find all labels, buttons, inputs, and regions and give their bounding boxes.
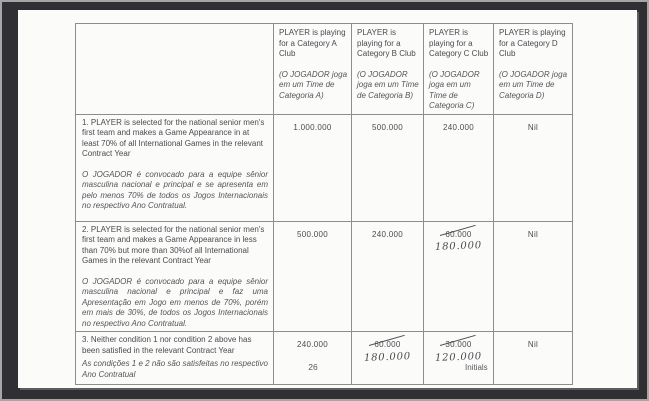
bonus-value-r2-category-d [494, 221, 573, 332]
table-corner-cell [76, 24, 274, 115]
table-row-condition-3 [76, 332, 573, 385]
category-d-label: PLAYER is playing for a Category D Club [499, 28, 566, 58]
category-d-label-pt: (O JOGADOR joga em um Time de Categoria D) [499, 69, 568, 100]
bonus-amount: 500.000 [296, 229, 329, 239]
category-c-label-pt: (O JOGADOR joga em um Time de Categoria C) [429, 69, 480, 110]
bonus-value-r3-category-c [424, 332, 494, 385]
handwritten-correction: 120.000 [434, 350, 483, 364]
table-row-condition-2 [76, 221, 573, 332]
condition-3-text-pt: As condições 1 e 2 não são satisfeitas no respectivo Ano Contratual [82, 359, 268, 379]
condition-2-text-en: 2. PLAYER is selected for the national senior men's first team and makes a Game Appearance in less than 70% but more than 30%of all International Games in the relevant Contract Year [82, 224, 265, 265]
category-b-label-pt: (O JOGADOR joga em um Time de Categoria B) [357, 69, 419, 100]
condition-3-description [76, 332, 274, 385]
column-header-category-d [494, 24, 573, 115]
bonus-amount: Nil [527, 122, 539, 132]
bonus-amount: Nil [527, 229, 539, 239]
bonus-value-r1-category-d [494, 114, 573, 221]
struck-out-amount: 60.000 [374, 340, 401, 349]
bonus-value-r2-category-c [424, 221, 494, 332]
column-header-category-b [352, 24, 424, 115]
column-header-category-c [424, 24, 494, 115]
struck-out-amount: 30.000 [445, 340, 472, 349]
condition-2-text-pt: O JOGADOR é convocado para a equipe sênior masculina nacional e principal e faz uma Apresentação em Jogo em menos de 70%, porém em mais de 30%, de todos os Jogos Internacionais no respectivo Ano Contratual. [82, 276, 268, 328]
bonus-amount: 1.000.000 [293, 122, 332, 132]
bonus-amount: 240.000 [296, 340, 329, 349]
struck-out-amount: 60.000 [445, 229, 472, 239]
category-c-label: PLAYER is playing for a Category C Club [429, 28, 489, 58]
category-a-label-pt: (O JOGADOR joga em um Time de Categoria A) [279, 69, 348, 100]
bonus-value-r1-category-a [274, 114, 352, 221]
category-a-label: PLAYER is playing for a Category A Club [279, 28, 346, 58]
condition-1-description [76, 114, 274, 221]
bonus-value-r3-category-b [352, 332, 424, 385]
bonus-value-r1-category-c [424, 114, 494, 221]
bonus-value-r1-category-b [352, 114, 424, 221]
condition-3-text-en: 3. Neither condition 1 nor condition 2 above has been satisfied in the relevant Contract Year [82, 335, 252, 355]
initials-label: Initials [465, 363, 488, 372]
bonus-value-r2-category-a [274, 221, 352, 332]
bonus-amount: 240.000 [442, 122, 475, 132]
condition-2-description [76, 221, 274, 332]
table-row-condition-1 [76, 114, 573, 221]
bonus-value-r3-category-d [494, 332, 573, 385]
column-header-category-a [274, 24, 352, 115]
bonus-value-r3-category-a [274, 332, 352, 385]
document-page [18, 10, 637, 388]
handwritten-correction: 180.000 [434, 240, 483, 253]
page-number: 26 [308, 362, 318, 372]
category-b-label: PLAYER is playing for a Category B Club [357, 28, 416, 58]
bonus-conditions-table [75, 23, 573, 385]
handwritten-correction: 180.000 [363, 350, 412, 364]
bonus-value-r2-category-b [352, 221, 424, 332]
table-header-row [76, 24, 573, 115]
condition-1-text-pt: O JOGADOR é convocado para a equipe sênior masculina nacional e principal e se apresenta em pelo menos 70% de todos os Jogos Internacionais no respectivo Ano Contratual. [82, 169, 268, 210]
bonus-amount: 500.000 [371, 122, 404, 132]
bonus-amount: Nil [527, 340, 539, 349]
bonus-amount: 240.000 [371, 229, 404, 239]
condition-1-text-en: 1. PLAYER is selected for the national senior men's first team and makes a Game Appearance in at least 70% of all International Games in the relevant Contract Year [82, 117, 265, 158]
